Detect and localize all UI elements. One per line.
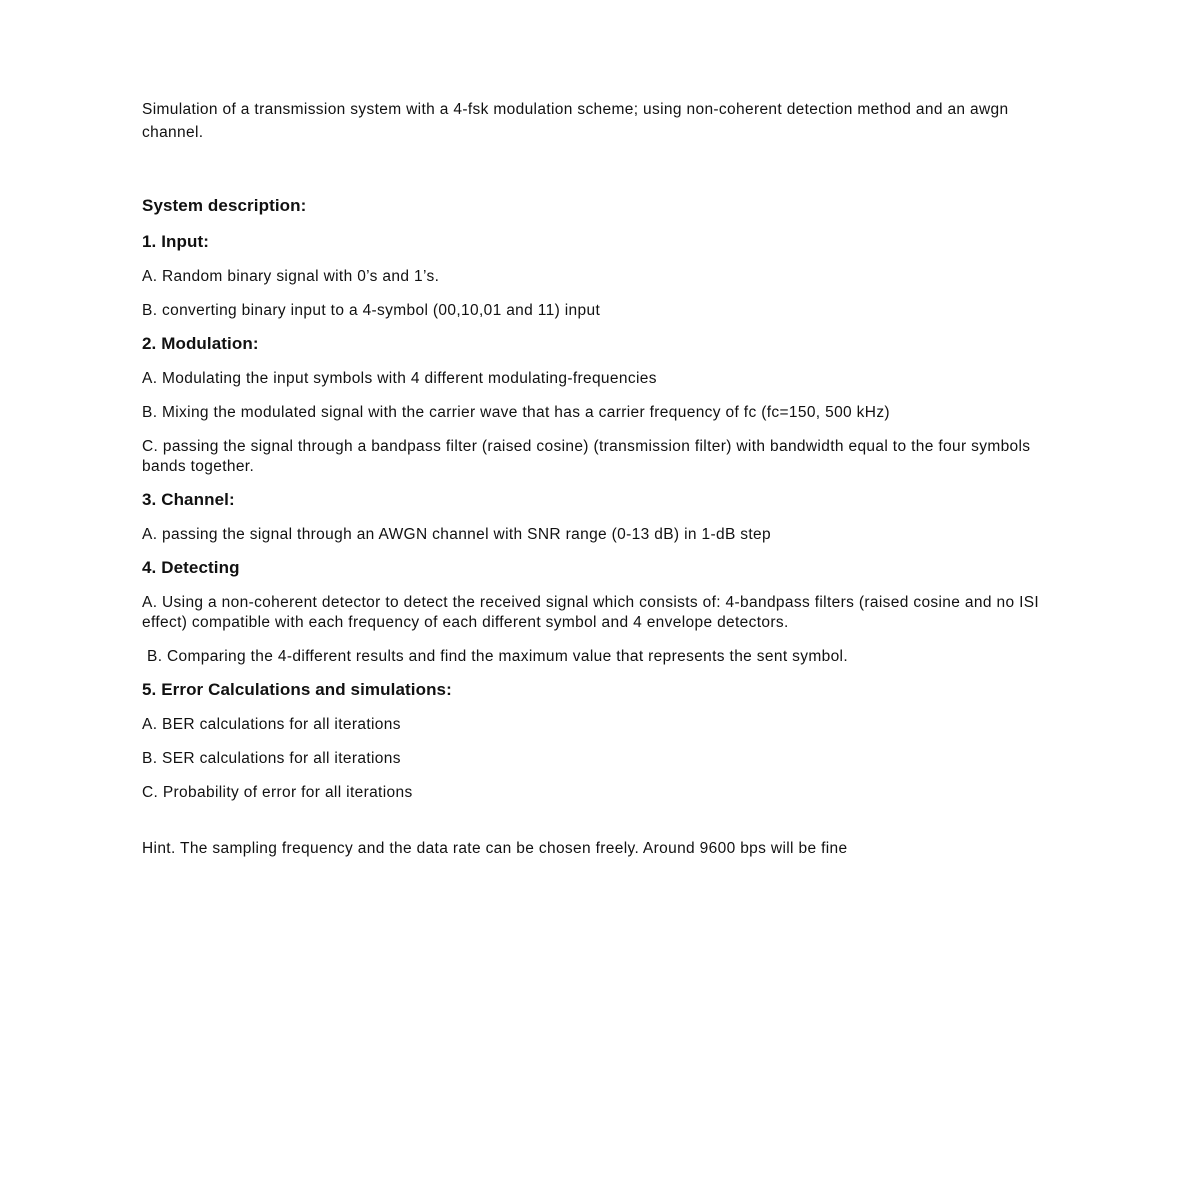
section-heading-modulation: 2. Modulation: xyxy=(142,334,259,353)
list-item: C. Probability of error for all iterations xyxy=(142,784,413,801)
section-heading-input: 1. Input: xyxy=(142,232,209,251)
list-item: B. SER calculations for all iterations xyxy=(142,750,401,767)
list-item: A. Using a non-coherent detector to detect the received signal which consists of: 4-bandpass filters (raised cosine and no ISI effect) compatible with each frequency of each different symbol and 4 envelope detectors. xyxy=(142,594,1040,631)
list-item: A. Modulating the input symbols with 4 different modulating-frequencies xyxy=(142,370,657,387)
list-item: B. converting binary input to a 4-symbol (00,10,01 and 11) input xyxy=(142,302,601,319)
list-item: A. passing the signal through an AWGN channel with SNR range (0-13 dB) in 1-dB step xyxy=(142,526,771,543)
list-item: B. Mixing the modulated signal with the carrier wave that has a carrier frequency of fc (fc=150, 500 kHz) xyxy=(142,404,890,421)
section-heading-detecting: 4. Detecting xyxy=(142,558,240,577)
section-heading-error-calculations: 5. Error Calculations and simulations: xyxy=(142,680,452,699)
system-description-heading: System description: xyxy=(142,196,307,215)
hint-paragraph: Hint. The sampling frequency and the data rate can be chosen freely. Around 9600 bps will be fine xyxy=(142,840,848,857)
list-item: B. Comparing the 4-different results and find the maximum value that represents the sent symbol. xyxy=(147,648,849,665)
intro-paragraph: Simulation of a transmission system with a 4-fsk modulation scheme; using non-coherent detection method and an awgn channel. xyxy=(142,101,1009,141)
section-heading-channel: 3. Channel: xyxy=(142,490,235,509)
list-item: C. passing the signal through a bandpass filter (raised cosine) (transmission filter) with bandwidth equal to the four symbols bands together. xyxy=(142,438,1031,475)
list-item: A. BER calculations for all iterations xyxy=(142,716,401,733)
document-page xyxy=(142,98,1042,859)
list-item: A. Random binary signal with 0’s and 1’s. xyxy=(142,268,440,285)
